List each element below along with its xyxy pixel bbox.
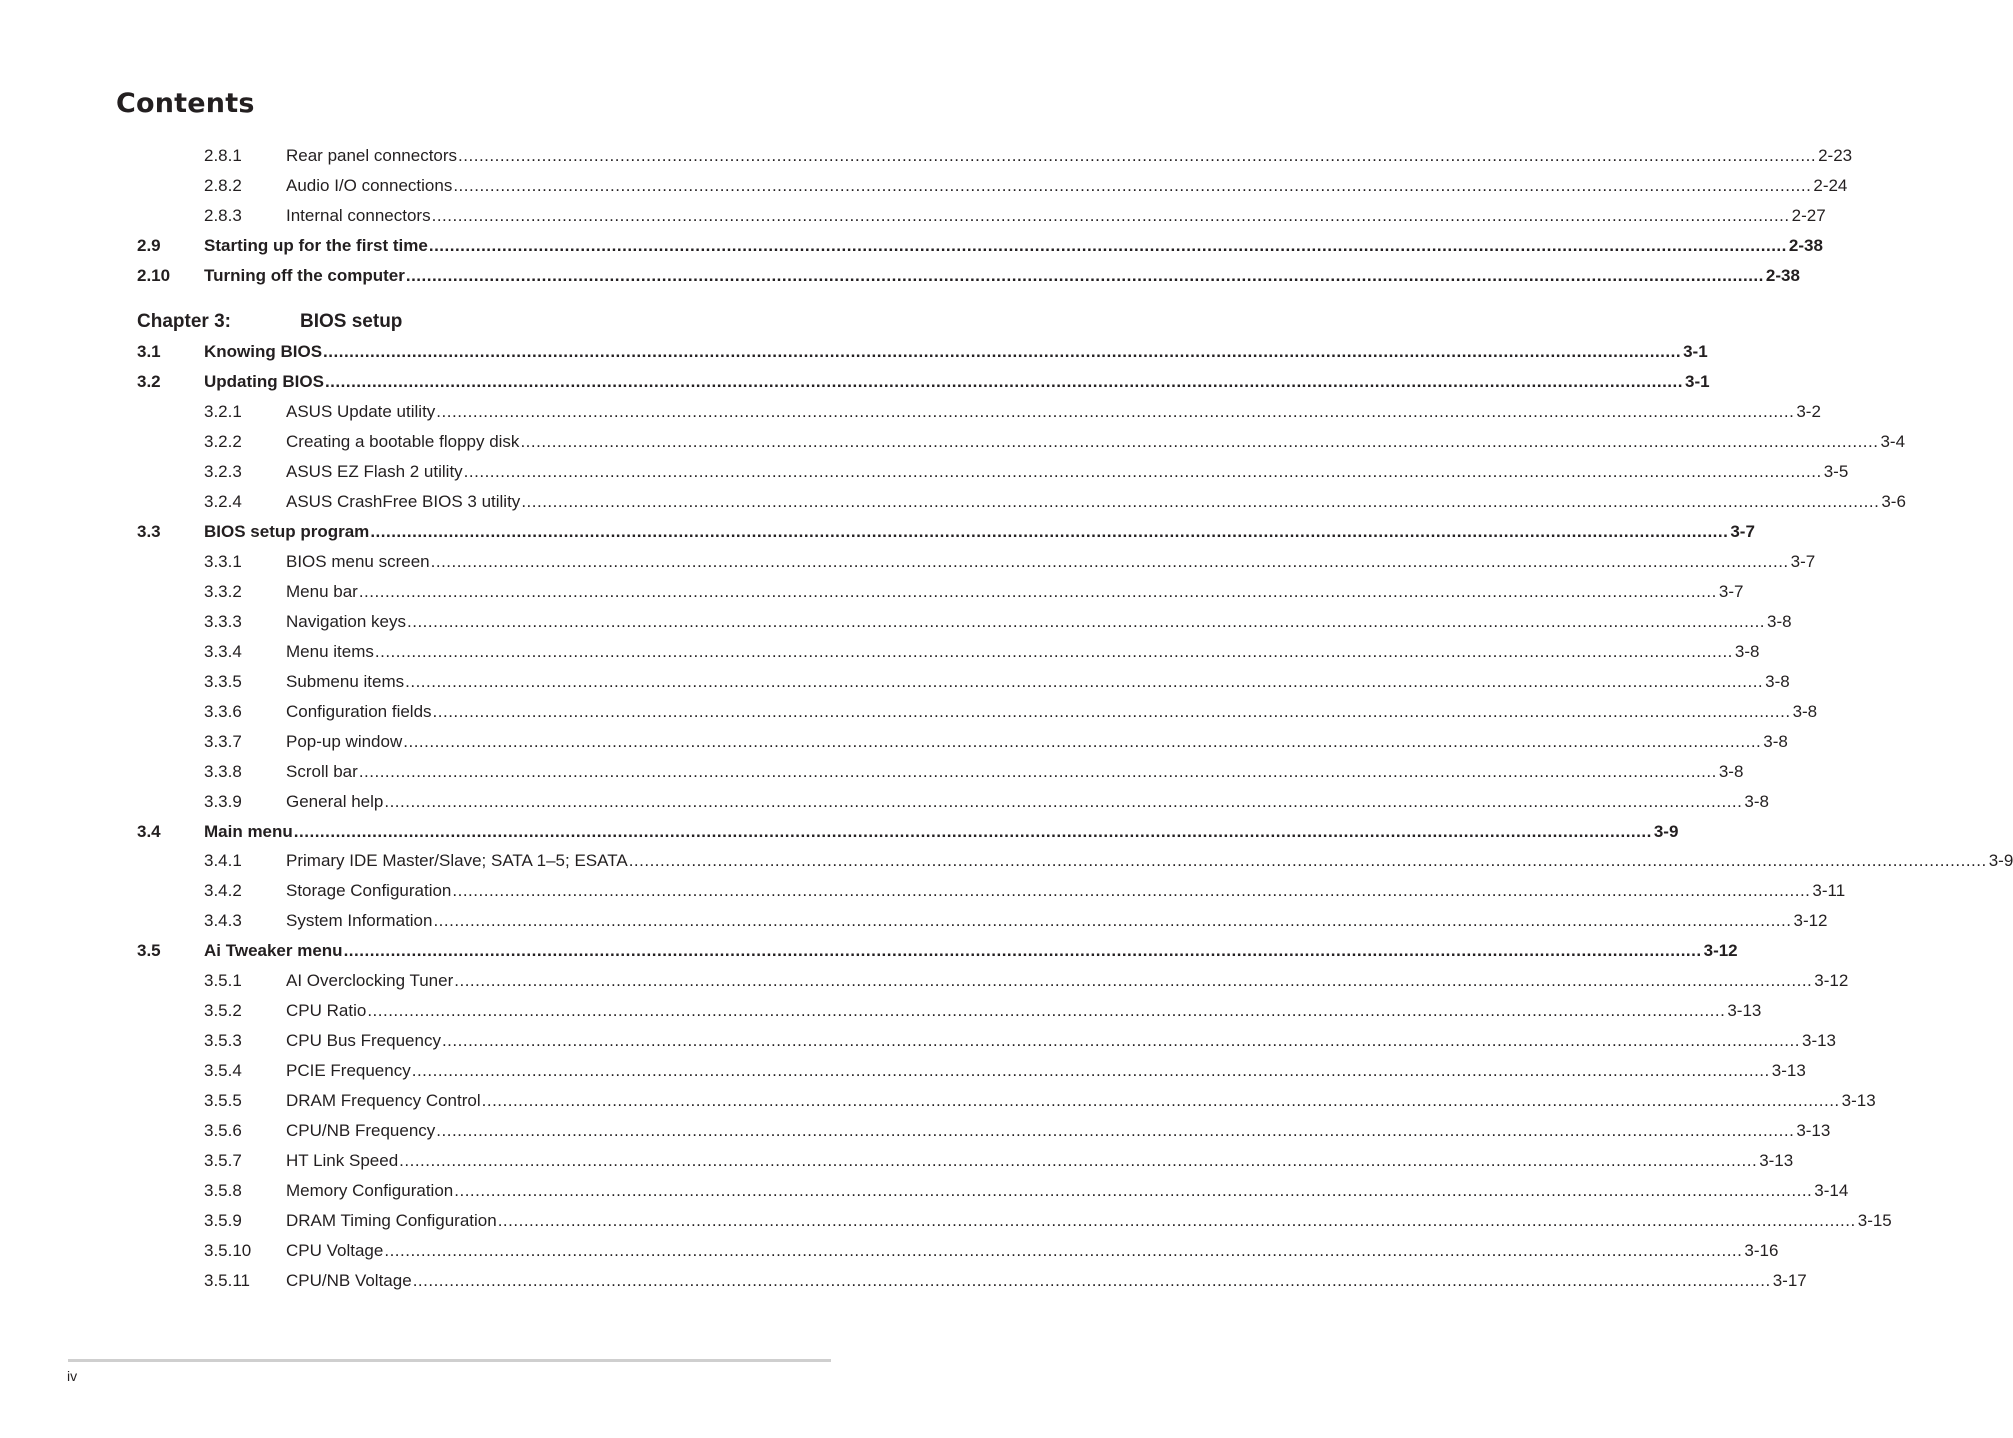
toc-entry-number: 3.3.8 — [204, 761, 242, 781]
dot-leader: .................................................................................................................................................................................................................................................................... — [453, 175, 1812, 195]
toc-entry[interactable] — [0, 521, 1755, 543]
toc-entry-title[interactable]: Starting up for the first time — [204, 235, 428, 255]
toc-entry-number: 3.5.7 — [204, 1151, 242, 1171]
toc-entry[interactable] — [0, 791, 1769, 813]
toc-entry[interactable] — [0, 461, 1849, 483]
chapter-label: Chapter 3: — [137, 311, 231, 332]
toc-entry-page: 3-9 — [1653, 821, 1679, 841]
toc-entry-number: 3.5.8 — [204, 1181, 242, 1201]
toc-entry-number: 2.10 — [137, 265, 171, 285]
toc-entry-number: 3.3.4 — [204, 641, 242, 661]
toc-entry[interactable] — [0, 970, 1849, 992]
page-number: iv — [67, 1368, 78, 1384]
dot-leader: .................................................................................................................................................................................................................................................................... — [384, 1241, 1743, 1261]
toc-entry[interactable] — [0, 880, 1846, 902]
toc-entry-page: 2-38 — [1765, 265, 1800, 285]
dot-leader: .................................................................................................................................................................................................................................................................... — [497, 1211, 1856, 1231]
dot-leader: .................................................................................................................................................................................................................................................................... — [374, 641, 1733, 661]
toc-entry-number: 3.3 — [137, 521, 161, 541]
toc-entry-number: 3.3.3 — [204, 611, 242, 631]
toc-entry-page: 3-1 — [1683, 342, 1708, 361]
toc-entry-number: 3.3.1 — [204, 551, 242, 571]
toc-entry[interactable] — [0, 371, 1710, 393]
dot-leader: .................................................................................................................................................................................................................................................................... — [358, 581, 1717, 601]
toc-entry-page: 3-8 — [1792, 701, 1818, 721]
toc-entry-page: 3-16 — [1744, 1241, 1779, 1261]
toc-entry-number: 3.2.3 — [204, 461, 242, 481]
toc-entry[interactable] — [0, 940, 1738, 962]
dot-leader: .................................................................................................................................................................................................................................................................... — [411, 1061, 1770, 1081]
toc-entry-title[interactable]: BIOS menu screen — [286, 551, 430, 571]
toc-entry[interactable] — [0, 671, 1790, 693]
dot-leader: .................................................................................................................................................................................................................................................................... — [324, 371, 1683, 391]
toc-entry-page: 3-12 — [1703, 941, 1738, 961]
toc-entry-title[interactable]: Internal connectors — [286, 205, 431, 225]
toc-entry-title[interactable]: PCIE Frequency — [286, 1061, 411, 1081]
toc-entry[interactable] — [0, 341, 1708, 363]
toc-entry-page: 3-7 — [1790, 551, 1816, 571]
toc-entry-number: 3.1 — [137, 342, 161, 361]
dot-leader: .................................................................................................................................................................................................................................................................... — [431, 205, 1790, 225]
toc-entry[interactable] — [0, 910, 1828, 932]
toc-entry[interactable] — [0, 431, 1906, 453]
toc-entry[interactable] — [0, 265, 1800, 287]
toc-entry-page: 3-13 — [1841, 1091, 1876, 1111]
toc-entry-page: 3-8 — [1718, 761, 1744, 781]
dot-leader: .................................................................................................................................................................................................................................................................... — [436, 1121, 1795, 1141]
toc-entry[interactable] — [0, 641, 1760, 663]
toc-entry-title[interactable]: Scroll bar — [286, 761, 358, 781]
toc-entry[interactable] — [0, 1210, 1892, 1232]
toc-entry-number: 3.2 — [137, 371, 161, 391]
dot-leader: .................................................................................................................................................................................................................................................................... — [367, 1001, 1726, 1021]
toc-entry-number: 3.4 — [137, 821, 161, 841]
dot-leader: .................................................................................................................................................................................................................................................................... — [452, 881, 1811, 901]
toc-entry-title[interactable]: Main menu — [204, 821, 293, 841]
toc-entry[interactable] — [0, 1030, 1837, 1052]
toc-entry-page: 3-7 — [1730, 521, 1755, 541]
toc-entry-number: 3.5.1 — [204, 971, 242, 991]
toc-entry[interactable] — [0, 821, 1679, 843]
toc-entry-number: 3.2.4 — [204, 491, 242, 511]
toc-entry-title[interactable]: CPU/NB Frequency — [286, 1121, 436, 1141]
toc-entry-title[interactable]: Storage Configuration — [286, 881, 452, 901]
toc-entry-number: 3.3.6 — [204, 701, 242, 721]
toc-entry-title[interactable]: Knowing BIOS — [204, 342, 323, 361]
toc-entry-page: 3-13 — [1796, 1121, 1831, 1141]
toc-entry-page: 3-4 — [1880, 431, 1906, 451]
toc-entry-number: 2.9 — [137, 235, 161, 255]
toc-entry-page: 3-5 — [1823, 461, 1849, 481]
toc-entry[interactable] — [0, 1120, 1831, 1142]
toc-entry[interactable] — [0, 491, 1906, 513]
dot-leader: .................................................................................................................................................................................................................................................................... — [407, 611, 1766, 631]
toc-entry-number: 3.3.9 — [204, 791, 242, 811]
toc-entry-title[interactable]: CPU Bus Frequency — [286, 1031, 441, 1051]
toc-entry[interactable] — [0, 850, 2013, 872]
toc-entry-number: 3.4.3 — [204, 911, 242, 931]
toc-entry[interactable] — [0, 1060, 1806, 1082]
dot-leader: .................................................................................................................................................................................................................................................................... — [412, 1271, 1771, 1291]
toc-entry-title[interactable]: CPU Ratio — [286, 1001, 367, 1021]
toc-entry[interactable] — [0, 145, 1853, 167]
dot-leader: .................................................................................................................................................................................................................................................................... — [458, 146, 1817, 165]
toc-entry-page: 2-38 — [1788, 235, 1823, 255]
toc-entry-number: 2.8.2 — [204, 175, 242, 195]
toc-entry-number: 3.2.1 — [204, 401, 242, 421]
toc-entry-page: 3-1 — [1684, 371, 1710, 391]
toc-entry-page: 3-14 — [1814, 1181, 1849, 1201]
dot-leader: .................................................................................................................................................................................................................................................................... — [454, 971, 1813, 991]
toc-entry-title[interactable]: Menu items — [286, 641, 374, 661]
dot-leader: .................................................................................................................................................................................................................................................................... — [454, 1181, 1813, 1201]
dot-leader: .................................................................................................................................................................................................................................................................... — [399, 1151, 1758, 1171]
toc-entry[interactable] — [0, 1000, 1762, 1022]
toc-entry-page: 2-23 — [1818, 146, 1853, 165]
dot-leader: .................................................................................................................................................................................................................................................................... — [428, 235, 1787, 255]
toc-entry[interactable] — [0, 401, 1821, 423]
toc-entry-title[interactable]: HT Link Speed — [286, 1151, 399, 1171]
toc-entry-title[interactable]: System Information — [286, 911, 433, 931]
toc-entry-number: 3.4.2 — [204, 881, 242, 901]
toc-entry[interactable] — [0, 731, 1788, 753]
toc-entry-number: 3.5.2 — [204, 1001, 242, 1021]
toc-entry-title[interactable]: Navigation keys — [286, 611, 407, 631]
dot-leader: .................................................................................................................................................................................................................................................................... — [430, 551, 1789, 571]
toc-entry-title[interactable]: DRAM Timing Configuration — [286, 1211, 497, 1231]
toc-entry-title[interactable]: Memory Configuration — [286, 1181, 454, 1201]
toc-entry-page: 3-17 — [1772, 1271, 1807, 1291]
dot-leader: .................................................................................................................................................................................................................................................................... — [441, 1031, 1800, 1051]
dot-leader: .................................................................................................................................................................................................................................................................... — [463, 461, 1822, 481]
toc-entry[interactable] — [0, 581, 1744, 603]
toc-entry-page: 3-13 — [1771, 1061, 1806, 1081]
dot-leader: .................................................................................................................................................................................................................................................................... — [358, 761, 1717, 781]
toc-entry[interactable] — [0, 235, 1823, 257]
toc-entry-title[interactable]: ASUS EZ Flash 2 utility — [286, 461, 463, 481]
toc-entry-number: 2.8.1 — [204, 146, 242, 165]
toc-entry[interactable] — [0, 701, 1818, 723]
dot-leader: .................................................................................................................................................................................................................................................................... — [405, 265, 1764, 285]
toc-entry-number: 3.4.1 — [204, 851, 242, 871]
toc-entry-page: 3-15 — [1857, 1211, 1892, 1231]
toc-entry[interactable] — [0, 611, 1792, 633]
toc-entry-page: 3-13 — [1759, 1151, 1794, 1171]
toc-entry-title[interactable]: Configuration fields — [286, 701, 432, 721]
toc-entry-title[interactable]: Rear panel connectors — [286, 146, 458, 165]
toc-entry-title[interactable]: Creating a bootable floppy disk — [286, 431, 520, 451]
toc-entry-title[interactable]: BIOS setup program — [204, 521, 370, 541]
page-title: Contents — [116, 88, 255, 119]
dot-leader: .................................................................................................................................................................................................................................................................... — [433, 911, 1792, 931]
toc-entry[interactable] — [0, 1240, 1779, 1262]
dot-leader: .................................................................................................................................................................................................................................................................... — [323, 342, 1682, 361]
dot-leader: .................................................................................................................................................................................................................................................................... — [293, 821, 1652, 841]
toc-entry-title[interactable]: Pop-up window — [286, 731, 403, 751]
dot-leader: .................................................................................................................................................................................................................................................................... — [520, 431, 1879, 451]
toc-entry-page: 3-8 — [1765, 671, 1790, 691]
toc-entry-page: 3-12 — [1814, 971, 1849, 991]
toc-entry-page: 3-13 — [1801, 1031, 1837, 1051]
toc-entry-title[interactable]: Updating BIOS — [204, 371, 324, 391]
toc-entry-page: 3-8 — [1767, 611, 1792, 631]
toc-entry-page: 2-24 — [1813, 175, 1848, 195]
toc-entry-title[interactable]: Turning off the computer — [204, 265, 405, 285]
toc-entry-number: 3.3.2 — [204, 581, 242, 601]
toc-entry-page: 3-8 — [1734, 641, 1760, 661]
toc-entry-page: 3-8 — [1744, 791, 1769, 811]
toc-entry-number: 3.5.9 — [204, 1211, 242, 1231]
toc-entry[interactable] — [0, 1150, 1794, 1172]
toc-entry-number: 3.5.3 — [204, 1031, 242, 1051]
toc-entry-number: 3.3.5 — [204, 671, 242, 691]
toc-entry[interactable] — [0, 205, 1826, 227]
toc-entry[interactable] — [0, 175, 1848, 197]
dot-leader: .................................................................................................................................................................................................................................................................... — [481, 1091, 1840, 1111]
toc-entry[interactable] — [0, 1180, 1849, 1202]
toc-entry-number: 3.5.11 — [204, 1271, 251, 1291]
toc-entry-number: 2.8.3 — [204, 205, 242, 225]
toc-entry-number: 3.2.2 — [204, 431, 242, 451]
footer-divider — [68, 1359, 831, 1362]
toc-entry-title[interactable]: Ai Tweaker menu — [204, 941, 343, 961]
toc-entry-number: 3.5.10 — [204, 1241, 252, 1261]
toc-entry-title[interactable]: CPU/NB Voltage — [286, 1271, 412, 1291]
toc-entry-number: 3.5.6 — [204, 1121, 242, 1141]
dot-leader: .................................................................................................................................................................................................................................................................... — [403, 731, 1762, 751]
toc-entry-page: 3-11 — [1812, 881, 1846, 901]
toc-entry-page: 3-7 — [1718, 581, 1744, 601]
toc-entry-page: 3-13 — [1727, 1001, 1762, 1021]
toc-entry[interactable] — [0, 761, 1744, 783]
dot-leader: .................................................................................................................................................................................................................................................................... — [343, 941, 1702, 961]
toc-entry[interactable] — [0, 1270, 1807, 1292]
toc-entry[interactable] — [0, 551, 1816, 573]
toc-entry-page: 3-2 — [1796, 401, 1821, 421]
toc-entry-title[interactable]: ASUS Update utility — [286, 401, 436, 421]
dot-leader: .................................................................................................................................................................................................................................................................... — [370, 521, 1729, 541]
toc-entry-number: 3.5.4 — [204, 1061, 242, 1081]
toc-entry-number: 3.3.7 — [204, 731, 242, 751]
toc-entry-title[interactable]: Submenu items — [286, 671, 405, 691]
toc-entry-number: 3.5 — [137, 941, 161, 961]
toc-entry-title[interactable]: Audio I/O connections — [286, 175, 453, 195]
toc-entry-page: 3-9 — [1988, 851, 2013, 871]
dot-leader: .................................................................................................................................................................................................................................................................... — [405, 671, 1764, 691]
toc-entry-title[interactable]: CPU Voltage — [286, 1241, 384, 1261]
toc-entry-number: 3.5.5 — [204, 1091, 242, 1111]
toc-entry-page: 3-6 — [1881, 491, 1906, 511]
toc-entry-title[interactable]: Primary IDE Master/Slave; SATA 1–5; ESATA — [286, 851, 628, 871]
toc-entry[interactable] — [0, 1090, 1876, 1112]
dot-leader: .................................................................................................................................................................................................................................................................... — [384, 791, 1743, 811]
toc-entry-title[interactable]: Menu bar — [286, 581, 358, 601]
dot-leader: .................................................................................................................................................................................................................................................................... — [628, 851, 1987, 871]
toc-entry-title[interactable]: General help — [286, 791, 384, 811]
toc-entry-title[interactable]: AI Overclocking Tuner — [286, 971, 454, 991]
toc-entry-page: 2-27 — [1791, 205, 1826, 225]
dot-leader: .................................................................................................................................................................................................................................................................... — [436, 401, 1795, 421]
toc-entry-title[interactable]: DRAM Frequency Control — [286, 1091, 481, 1111]
toc-entry-title[interactable]: ASUS CrashFree BIOS 3 utility — [286, 491, 521, 511]
dot-leader: .................................................................................................................................................................................................................................................................... — [521, 491, 1880, 511]
dot-leader: .................................................................................................................................................................................................................................................................... — [432, 701, 1791, 721]
toc-entry-page: 3-8 — [1763, 731, 1788, 751]
toc-entry-page: 3-12 — [1793, 911, 1828, 931]
chapter-name: BIOS setup — [300, 311, 403, 332]
